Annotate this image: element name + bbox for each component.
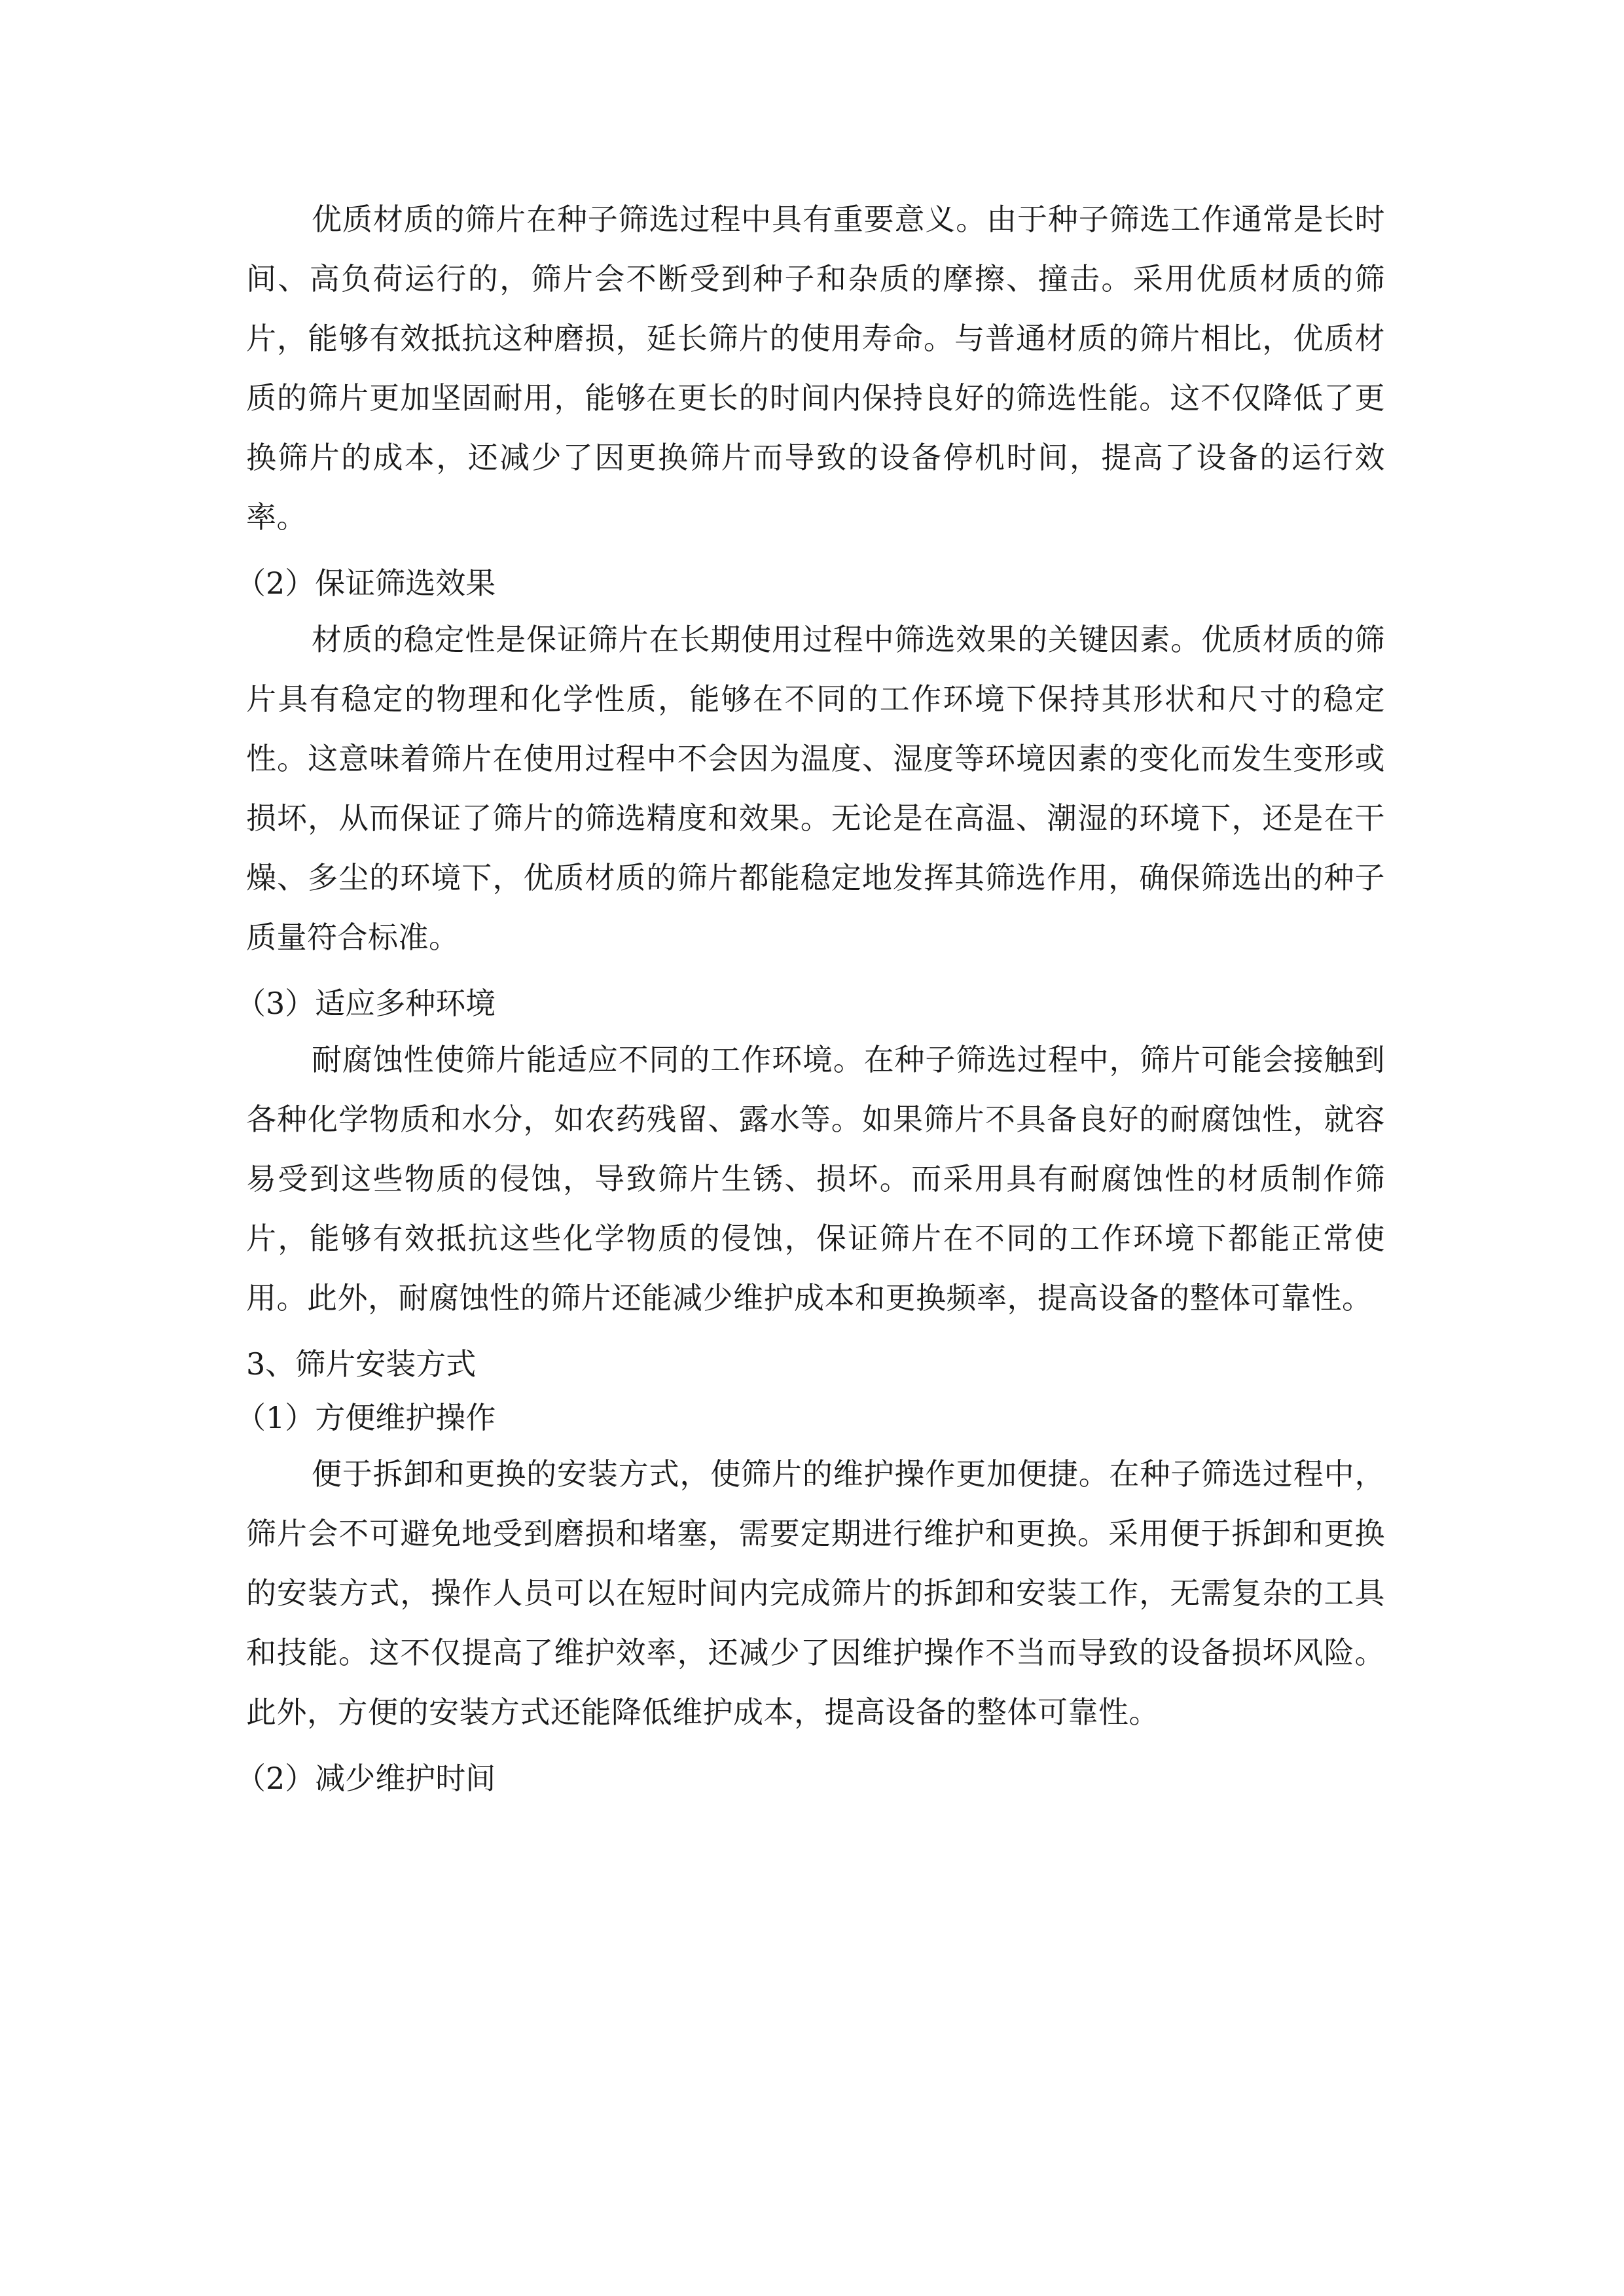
heading-easy-maintenance: （1）方便维护操作	[236, 1400, 496, 1435]
paragraph-material-durability: 优质材质的筛片在种子筛选过程中具有重要意义。由于种子筛选工作通常是长时间、高负荷运行的，筛片会不断受到种子和杂质的摩擦、撞击。采用优质材质的筛片，能够有效抵抗这种磨损，延长筛片的使用寿命。与普通材质的筛片相比，优质材质的筛片更加坚固耐用，能够在更长的时间内保持良好的筛选性能。这不仅降低了更换筛片的成本，还减少了因更换筛片而导致的设备停机时间，提高了设备的运行效率。	[246, 202, 1385, 535]
paragraph-corrosion-resistance: 耐腐蚀性使筛片能适应不同的工作环境。在种子筛选过程中，筛片可能会接触到各种化学物质和水分，如农药残留、露水等。如果筛片不具备良好的耐腐蚀性，就容易受到这些物质的侵蚀，导致筛片生锈、损坏。而采用具有耐腐蚀性的材质制作筛片，能够有效抵抗这些化学物质的侵蚀，保证筛片在不同的工作环境下都能正常使用。此外，耐腐蚀性的筛片还能减少维护成本和更换频率，提高设备的整体可靠性。	[246, 1042, 1385, 1316]
paragraph-material-stability: 材质的稳定性是保证筛片在长期使用过程中筛选效果的关键因素。优质材质的筛片具有稳定的物理和化学性质，能够在不同的工作环境下保持其形状和尺寸的稳定性。这意味着筛片在使用过程中不会因为温度、湿度等环境因素的变化而发生变形或损坏，从而保证了筛片的筛选精度和效果。无论是在高温、潮湿的环境下，还是在干燥、多尘的环境下，优质材质的筛片都能稳定地发挥其筛选作用，确保筛选出的种子质量符合标准。	[246, 622, 1385, 955]
document-page	[236, 190, 1385, 1805]
heading-reduce-maintenance-time: （2）减少维护时间	[236, 1761, 496, 1796]
heading-installation-method: 3、筛片安装方式	[246, 1346, 477, 1382]
heading-adapt-environments: （3）适应多种环境	[236, 986, 496, 1021]
heading-ensure-screening-effect: （2）保证筛选效果	[236, 565, 496, 601]
paragraph-easy-installation: 便于拆卸和更换的安装方式，使筛片的维护操作更加便捷。在种子筛选过程中，筛片会不可避免地受到磨损和堵塞，需要定期进行维护和更换。采用便于拆卸和更换的安装方式，操作人员可以在短时间内完成筛片的拆卸和安装工作，无需复杂的工具和技能。这不仅提高了维护效率，还减少了因维护操作不当而导致的设备损坏风险。此外，方便的安装方式还能降低维护成本，提高设备的整体可靠性。	[246, 1456, 1385, 1730]
